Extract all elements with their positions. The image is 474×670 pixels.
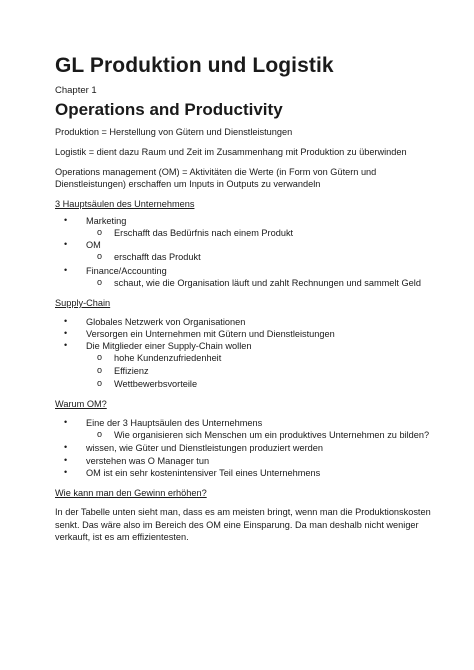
sub-list-item: Wettbewerbsvorteile (114, 379, 198, 389)
subheading-hauptsaeulen: 3 Hauptsäulen des Unternehmens (55, 199, 195, 209)
definition-produktion: Produktion = Herstellung von Gütern und Dienstleistungen (55, 127, 293, 137)
paragraph-line: In der Tabelle unten sieht man, dass es am meisten bringt, wenn man die Produktionskosten (55, 507, 431, 517)
list-item: OM (86, 240, 101, 250)
bullet-icon: • (64, 417, 68, 427)
bullet-icon: • (64, 316, 68, 326)
sub-bullet-icon: o (97, 277, 103, 287)
sub-list-item: erschafft das Produkt (114, 252, 201, 262)
list-item: OM ist ein sehr kostenintensiver Teil eines Unternehmens (86, 468, 321, 478)
sub-bullet-icon: o (97, 378, 103, 388)
sub-bullet-icon: o (97, 429, 103, 439)
list-item: Marketing (86, 216, 127, 226)
list-item: Versorgen ein Unternehmen mit Gütern und Dienstleistungen (86, 329, 335, 339)
list-item: Die Mitglieder einer Supply-Chain wollen (86, 341, 252, 351)
document-title: GL Produktion und Logistik (55, 54, 334, 77)
subheading-gewinn: Wie kann man den Gewinn erhöhen? (55, 488, 207, 498)
sub-bullet-icon: o (97, 352, 103, 362)
bullet-icon: • (64, 467, 68, 477)
list-item: Eine der 3 Hauptsäulen des Unternehmens (86, 418, 263, 428)
sub-list-item: hohe Kundenzufriedenheit (114, 353, 222, 363)
bullet-icon: • (64, 328, 68, 338)
subheading-supply-chain: Supply-Chain (55, 298, 111, 308)
sub-list-item: Erschafft das Bedürfnis nach einem Produkt (114, 228, 294, 238)
bullet-icon: • (64, 239, 68, 249)
sub-list-item: Effizienz (114, 366, 149, 376)
bullet-icon: • (64, 455, 68, 465)
definition-om-line1: Operations management (OM) = Aktivitäten die Werte (in Form von Gütern und (55, 167, 377, 177)
list-item: wissen, wie Güter und Dienstleistungen produziert werden (86, 443, 323, 453)
definition-om-line2: Dienstleistungen) erschaffen um Inputs in Outputs zu verwandeln (55, 179, 321, 189)
sub-list-item: Wie organisieren sich Menschen um ein produktives Unternehmen zu bilden? (114, 430, 430, 440)
subheading-warum-om: Warum OM? (55, 399, 107, 409)
definition-logistik: Logistik = dient dazu Raum und Zeit im Zusammenhang mit Produktion zu überwinden (55, 147, 407, 157)
bullet-icon: • (64, 265, 68, 275)
bullet-icon: • (64, 340, 68, 350)
bullet-icon: • (64, 442, 68, 452)
list-item: Finance/Accounting (86, 266, 167, 276)
paragraph-line: senkt. Das wäre also im Bereich des OM eine Einsparung. Da man deshalb nicht weniger (55, 520, 419, 530)
sub-list-item: schaut, wie die Organisation läuft und zahlt Rechnungen und sammelt Geld (114, 278, 421, 288)
chapter-label: Chapter 1 (55, 85, 97, 96)
bullet-icon: • (64, 215, 68, 225)
section-heading: Operations and Productivity (55, 100, 283, 119)
sub-bullet-icon: o (97, 251, 103, 261)
paragraph-line: verkauft, ist es am effizientesten. (55, 532, 189, 542)
list-item: verstehen was O Manager tun (86, 456, 210, 466)
sub-bullet-icon: o (97, 365, 103, 375)
sub-bullet-icon: o (97, 227, 103, 237)
list-item: Globales Netzwerk von Organisationen (86, 317, 246, 327)
